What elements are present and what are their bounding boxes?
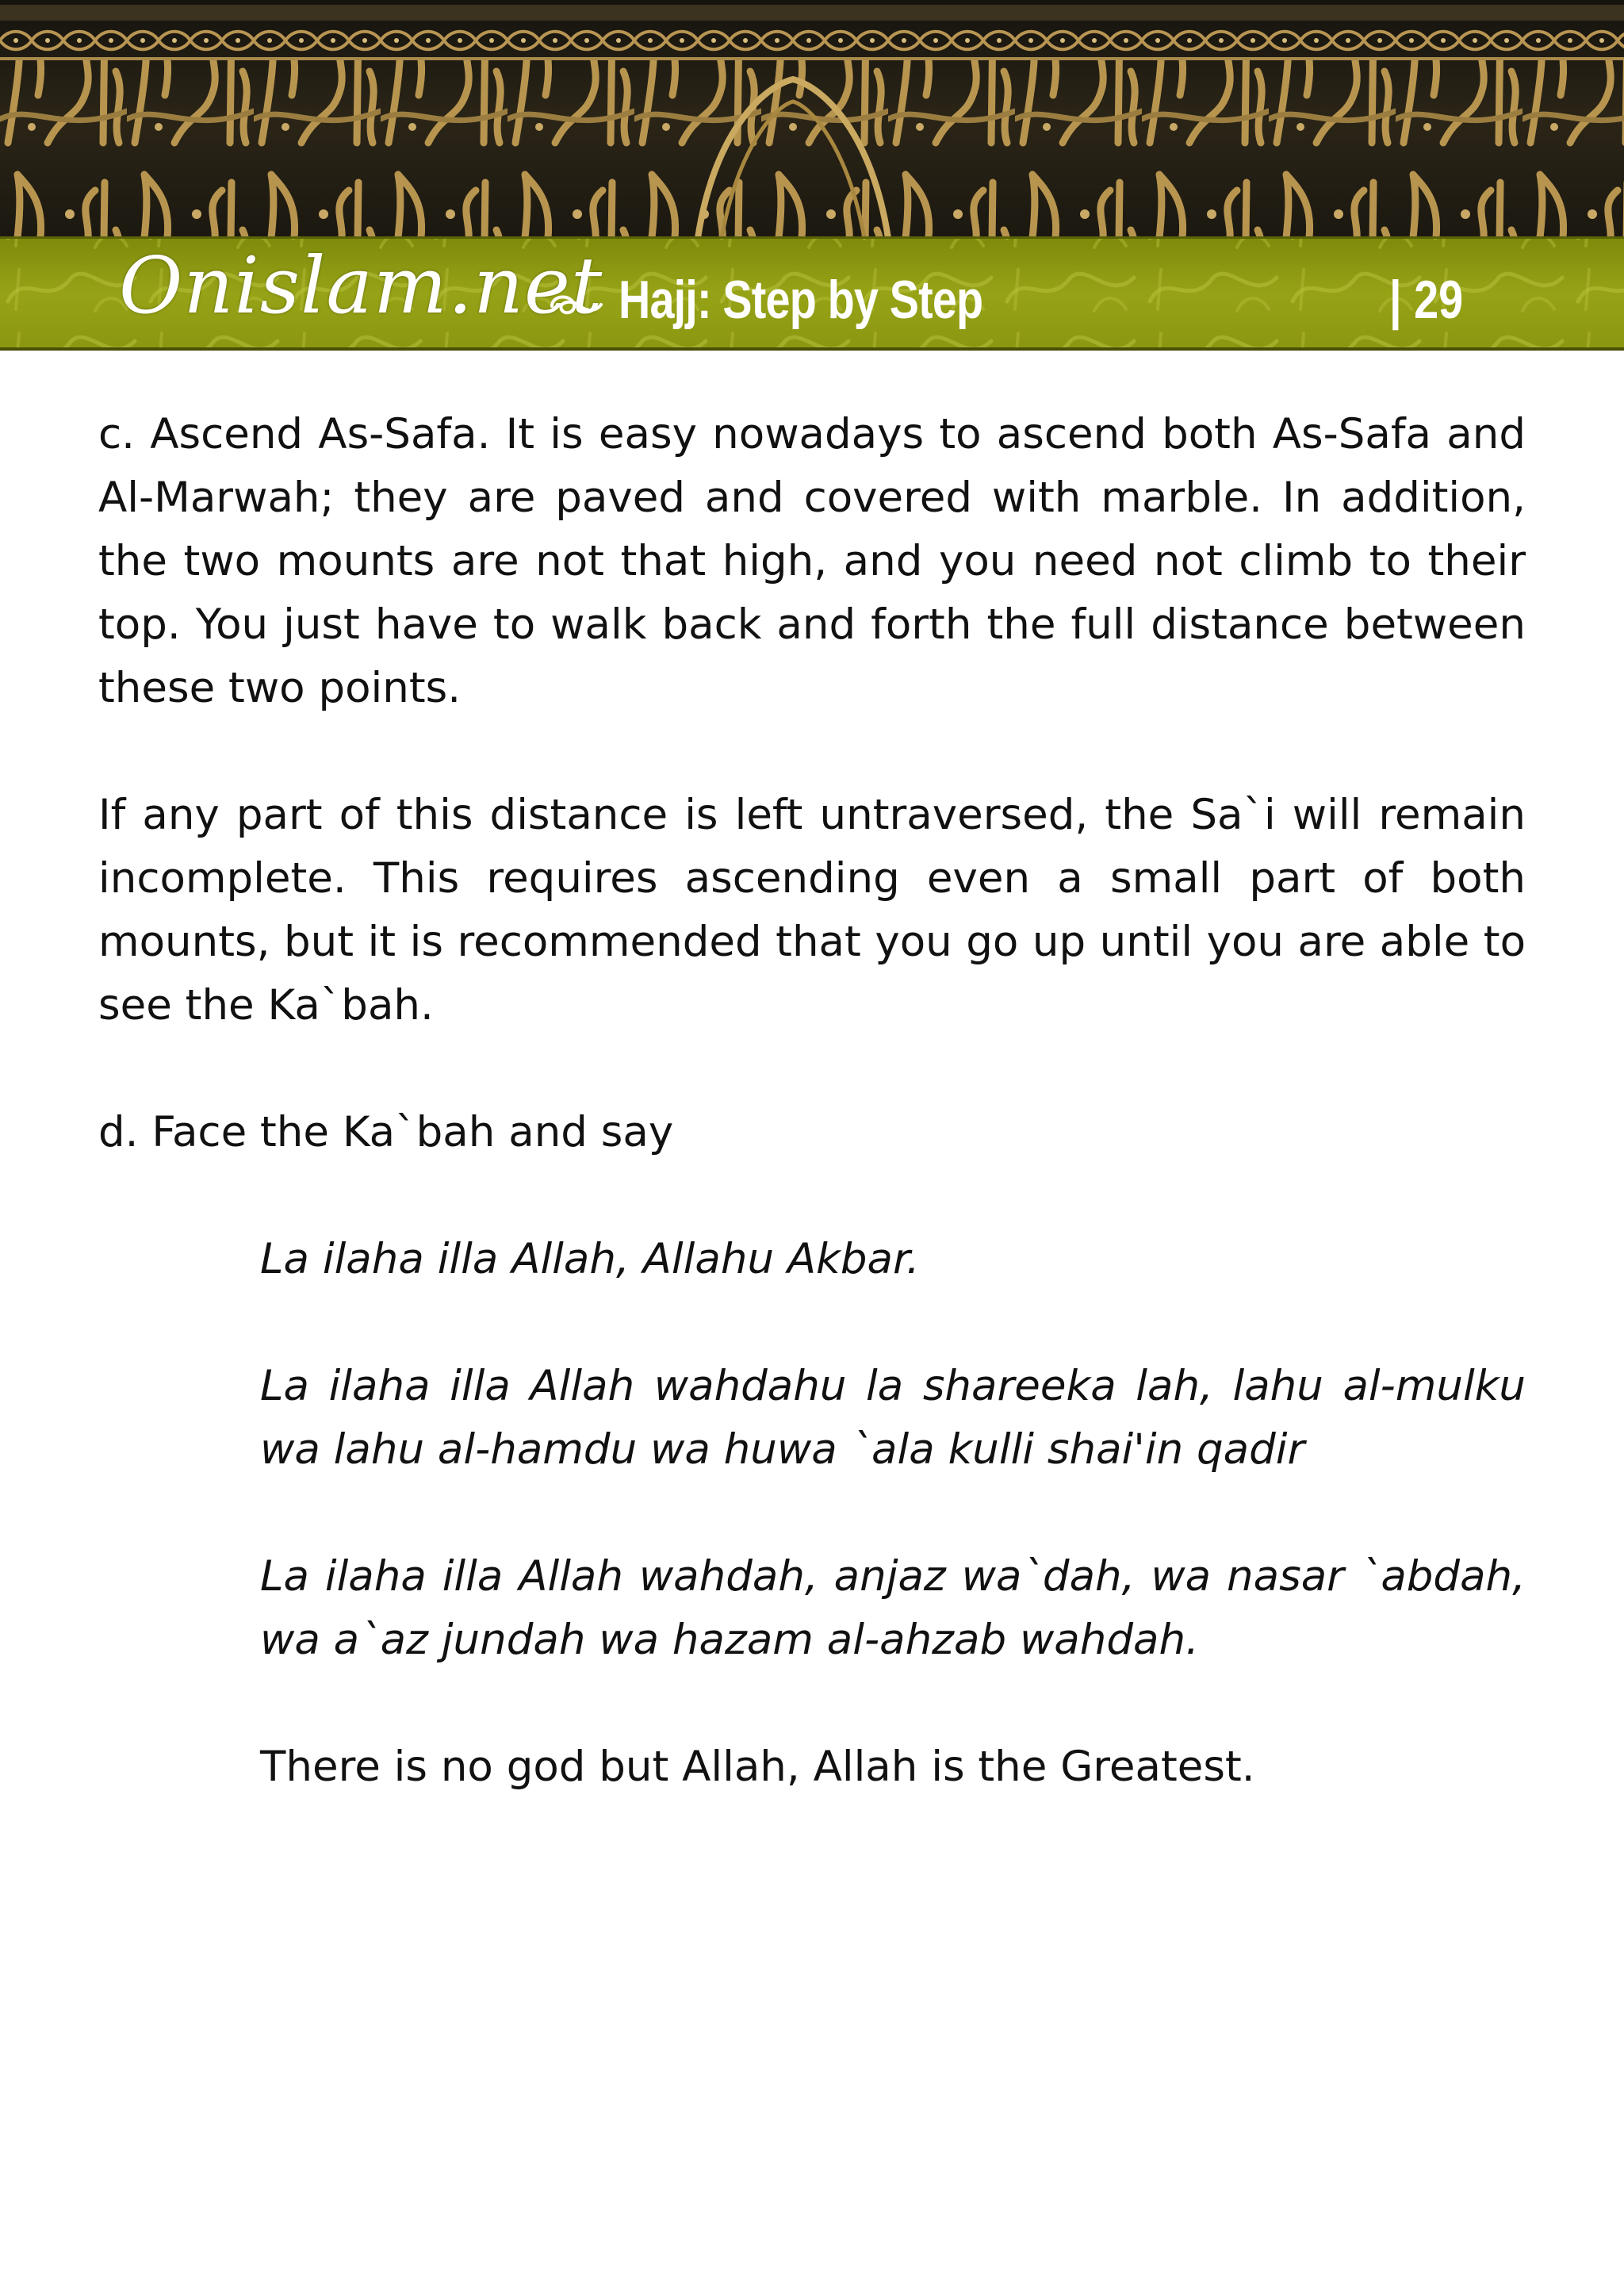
dua-line-1: La ilaha illa Allah, Allahu Akbar. <box>260 1235 920 1283</box>
translation-line-1: There is no god but Allah, Allah is the Greatest. <box>260 1743 1255 1791</box>
header-banner <box>0 0 1624 351</box>
dua-line-3: La ilaha illa Allah wahdah, anjaz wa`dah, wa nasar `abdah, wa a`az jundah wa hazam al-ahzab wahdah. <box>260 1552 1526 1664</box>
page-number: | 29 <box>1389 270 1464 330</box>
book-title: Hajj: Step by Step <box>619 270 983 330</box>
paragraph-untraversed: If any part of this distance is left untraversed, the Sa`i will remain incomplete. This requires ascending even a small part of both mounts, but it is recommended that you go up until you are able to see the Ka`bah. <box>98 791 1526 1030</box>
dua-line-2: La ilaha illa Allah wahdahu la shareeka lah, lahu al-mulku wa lahu al-hamdu wa huwa `ala kulli shai'in qadir <box>260 1362 1526 1474</box>
paragraph-step-c: c. Ascend As-Safa. It is easy nowadays to ascend both As-Safa and Al-Marwah; they are paved and covered with marble. In addition, the two mounts are not that high, and you need not climb to their top. You just have to walk back and forth the full distance between these two points. <box>98 410 1526 712</box>
page-content <box>98 403 1526 1862</box>
paragraph-step-d: d. Face the Ka`bah and say <box>98 1108 674 1156</box>
flourish-icon <box>547 289 604 320</box>
brand-logo-text: Onislam.net <box>119 241 603 332</box>
